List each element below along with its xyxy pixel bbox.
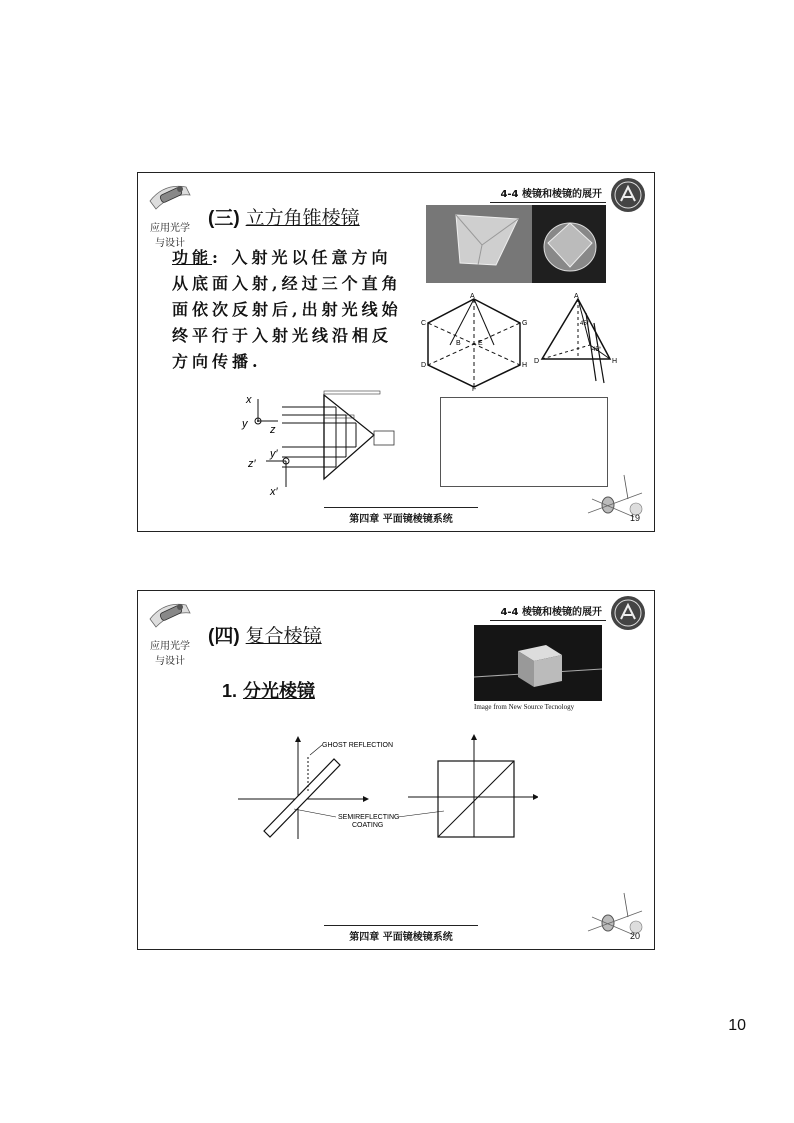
label-ghost-reflection: GHOST REFLECTION bbox=[322, 742, 394, 749]
axis-x-prime: x′ bbox=[270, 486, 278, 498]
slide-number: 20 bbox=[629, 931, 640, 941]
title-number: (四) bbox=[208, 626, 240, 647]
title-number: (三) bbox=[208, 208, 240, 229]
axis-y: y bbox=[242, 418, 248, 430]
label-b: B bbox=[456, 340, 461, 347]
function-label: 功能 bbox=[172, 248, 213, 267]
logo-icon bbox=[146, 177, 194, 215]
section-label: 4-4 棱镜和棱镜的展开 bbox=[490, 603, 606, 621]
label-h2: H bbox=[612, 358, 618, 365]
function-paragraph bbox=[172, 245, 410, 375]
chapter-footer: 第四章 平面镜棱镜系统 bbox=[324, 925, 478, 943]
label-angle2: 45° bbox=[592, 347, 602, 353]
axis-y-prime: y′ bbox=[270, 448, 278, 460]
prism-angle-diagram bbox=[534, 293, 618, 389]
label-d2: D bbox=[534, 358, 540, 365]
label-coating: COATING bbox=[352, 822, 384, 829]
chapter-footer: 第四章 平面镜棱镜系统 bbox=[324, 507, 478, 525]
course-label-line1: 应用光学 bbox=[150, 223, 190, 234]
beam-splitter-photo bbox=[474, 625, 602, 701]
label-a2: A bbox=[574, 293, 579, 300]
slide-20 bbox=[137, 590, 655, 950]
label-a: A bbox=[470, 293, 475, 300]
label-angle1: 45° bbox=[580, 321, 590, 327]
axis-z-prime: z′ bbox=[248, 458, 256, 470]
beam-splitter-diagram bbox=[238, 731, 538, 861]
course-label-line1: 应用光学 bbox=[150, 641, 190, 652]
subtitle-number: 1. bbox=[222, 681, 238, 701]
ray-diagram bbox=[236, 387, 404, 499]
label-c: C bbox=[421, 320, 427, 327]
label-f: F bbox=[472, 386, 477, 391]
label-h: H bbox=[522, 362, 528, 369]
prism-photo bbox=[426, 205, 606, 283]
slide-title bbox=[208, 203, 360, 230]
page-number: 10 bbox=[728, 1017, 746, 1034]
cube-corner-diagram bbox=[420, 293, 528, 391]
slide-title bbox=[208, 621, 322, 648]
section-label: 4-4 棱镜和棱镜的展开 bbox=[490, 185, 606, 203]
subtitle-text: 分光棱镜 bbox=[243, 681, 316, 701]
course-label-line2: 与设计 bbox=[155, 656, 185, 667]
empty-box bbox=[440, 397, 608, 487]
title-text: 立方角锥棱镜 bbox=[245, 208, 360, 229]
title-text: 复合棱镜 bbox=[245, 626, 322, 647]
label-e: E bbox=[478, 340, 483, 347]
course-label bbox=[144, 639, 196, 669]
subtitle bbox=[222, 677, 315, 703]
photo-caption: Image from New Source Tecnology bbox=[474, 703, 575, 711]
university-seal-icon bbox=[610, 595, 646, 631]
logo-icon bbox=[146, 595, 194, 633]
axis-x: x bbox=[246, 394, 252, 406]
university-seal-icon bbox=[610, 177, 646, 213]
course-label-line2: 与设计 bbox=[155, 238, 185, 249]
label-g: G bbox=[522, 320, 528, 327]
label-semireflecting: SEMIREFLECTING bbox=[338, 814, 400, 821]
axis-z: z bbox=[270, 424, 276, 436]
function-text: : 入射光以任意方向从底面入射,经过三个直角面依次反射后,出射光线始终平行于入射光线沿相反方向传播. bbox=[172, 248, 402, 371]
slide-number: 19 bbox=[629, 513, 640, 523]
slide-19 bbox=[137, 172, 655, 532]
label-d: D bbox=[421, 362, 427, 369]
